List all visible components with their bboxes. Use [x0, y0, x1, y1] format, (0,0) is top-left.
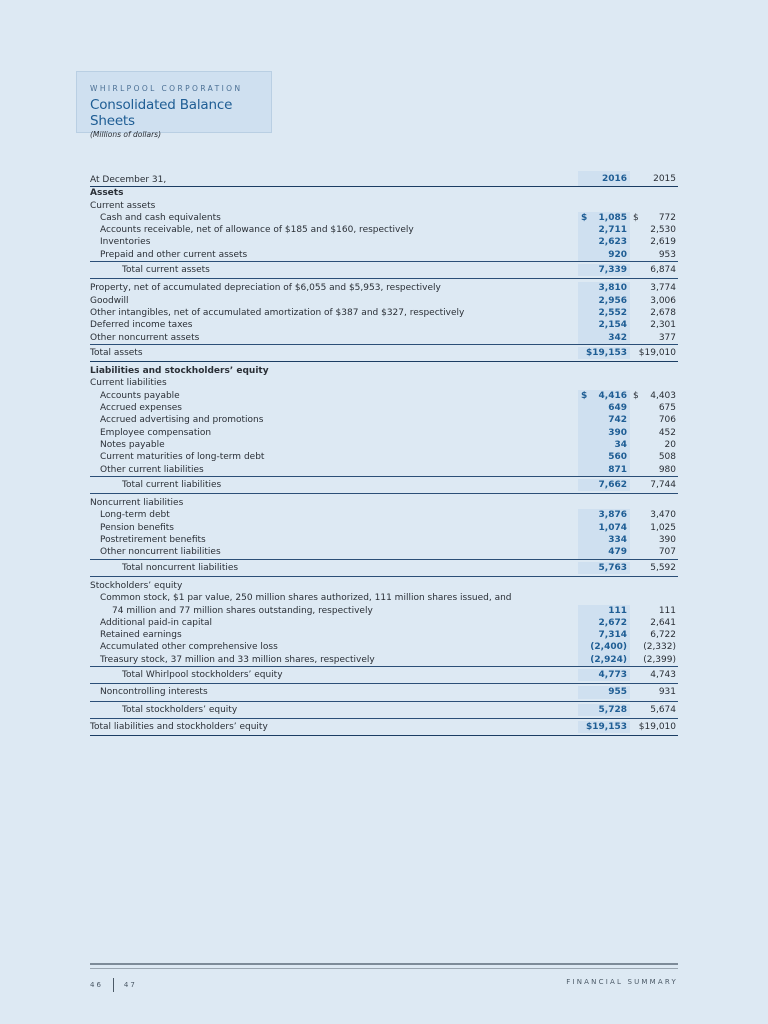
page-title: Consolidated Balance Sheets: [90, 97, 233, 129]
table-row: Deferred income taxes 2,154 2,301: [90, 320, 676, 331]
table-row: Pension benefits 1,074 1,025: [100, 522, 676, 533]
footer-section-name: FINANCIAL SUMMARY: [566, 978, 678, 986]
table-row: Additional paid-in capital 2,672 2,641: [100, 617, 676, 628]
page-number-left: 46: [90, 981, 103, 989]
total-row: Total current liabilities 7,662 7,744: [90, 477, 678, 494]
total-row: Total Whirlpool stockholders’ equity 4,773 4,743: [90, 667, 678, 684]
table-row: 74 million and 77 million shares outstanding, respectively 111 111: [112, 605, 676, 616]
table-row: Employee compensation 390 452: [100, 427, 676, 438]
footer-divider: [90, 963, 678, 965]
table-row: Cash and cash equivalents $ 1,085 $ 772: [100, 212, 676, 223]
table-row: Common stock, $1 par value, 250 million shares authorized, 111 million shares issued, and: [100, 593, 512, 604]
company-name: WHIRLPOOL CORPORATION: [90, 84, 243, 93]
section-liabilities-equity: Liabilities and stockholders’ equity: [90, 366, 269, 377]
page-numbers: [90, 978, 137, 992]
title-box: [76, 71, 272, 139]
table-row: Goodwill 2,956 3,006: [90, 295, 676, 306]
table-row: Notes payable 34 20: [100, 439, 676, 450]
table-row: Accrued expenses 649 675: [100, 403, 676, 414]
header-2015: 2015: [653, 174, 676, 184]
total-row: Total noncurrent liabilities 5,763 5,592: [90, 560, 678, 577]
grand-total-row: Total liabilities and stockholders’ equity $19,153 $19,010: [90, 719, 678, 736]
table-row: Accumulated other comprehensive loss (2,400) (2,332): [100, 642, 676, 653]
table-row: Accounts payable $ 4,416 $ 4,403: [100, 390, 676, 401]
total-row: Total current assets 7,339 6,874: [90, 262, 678, 279]
table-row: Noncontrolling interests 955 931: [90, 684, 678, 701]
column-header-row: [90, 171, 678, 187]
table-row: Current maturities of long-term debt 560 508: [100, 452, 676, 463]
date-label: At December 31,: [90, 175, 167, 185]
table-row: Treasury stock, 37 million and 33 million shares, respectively (2,924) (2,399): [90, 654, 678, 667]
table-row: Other noncurrent liabilities 479 707: [90, 546, 678, 559]
table-row: Prepaid and other current assets 920 953: [90, 249, 678, 262]
table-row: Property, net of accumulated depreciation of $6,055 and $5,953, respectively 3,810 3,774: [90, 283, 676, 294]
balance-sheet-table: [90, 171, 678, 736]
table-row: Postretirement benefits 334 390: [100, 535, 676, 546]
table-row: Long-term debt 3,876 3,470: [100, 510, 676, 521]
table-row: Other current liabilities 871 980: [90, 464, 678, 477]
page-number-right: 47: [123, 981, 137, 989]
footer-divider-thin: [90, 968, 678, 969]
table-row: Accrued advertising and promotions 742 706: [100, 415, 676, 426]
total-row: Total assets $19,153 $19,010: [90, 345, 678, 362]
section-noncurrent-liabilities: Noncurrent liabilities: [90, 498, 184, 509]
table-row: Other intangibles, net of accumulated amortization of $387 and $327, respectively 2,552 2,678: [90, 307, 676, 318]
section-current-liabilities: Current liabilities: [90, 378, 167, 389]
total-row: Total stockholders’ equity 5,728 5,674: [90, 702, 678, 719]
table-row: Retained earnings 7,314 6,722: [100, 630, 676, 641]
header-2016: 2016: [578, 171, 630, 186]
section-assets: Assets: [90, 188, 124, 199]
units-note: (Millions of dollars): [90, 130, 162, 139]
section-current-assets: Current assets: [90, 200, 156, 211]
table-row: Accounts receivable, net of allowance of $185 and $160, respectively 2,711 2,530: [100, 225, 676, 236]
table-row: Other noncurrent assets 342 377: [90, 332, 678, 345]
section-stockholders-equity: Stockholders’ equity: [90, 580, 183, 591]
table-row: Inventories 2,623 2,619: [100, 237, 676, 248]
page-number-separator: [113, 978, 114, 992]
